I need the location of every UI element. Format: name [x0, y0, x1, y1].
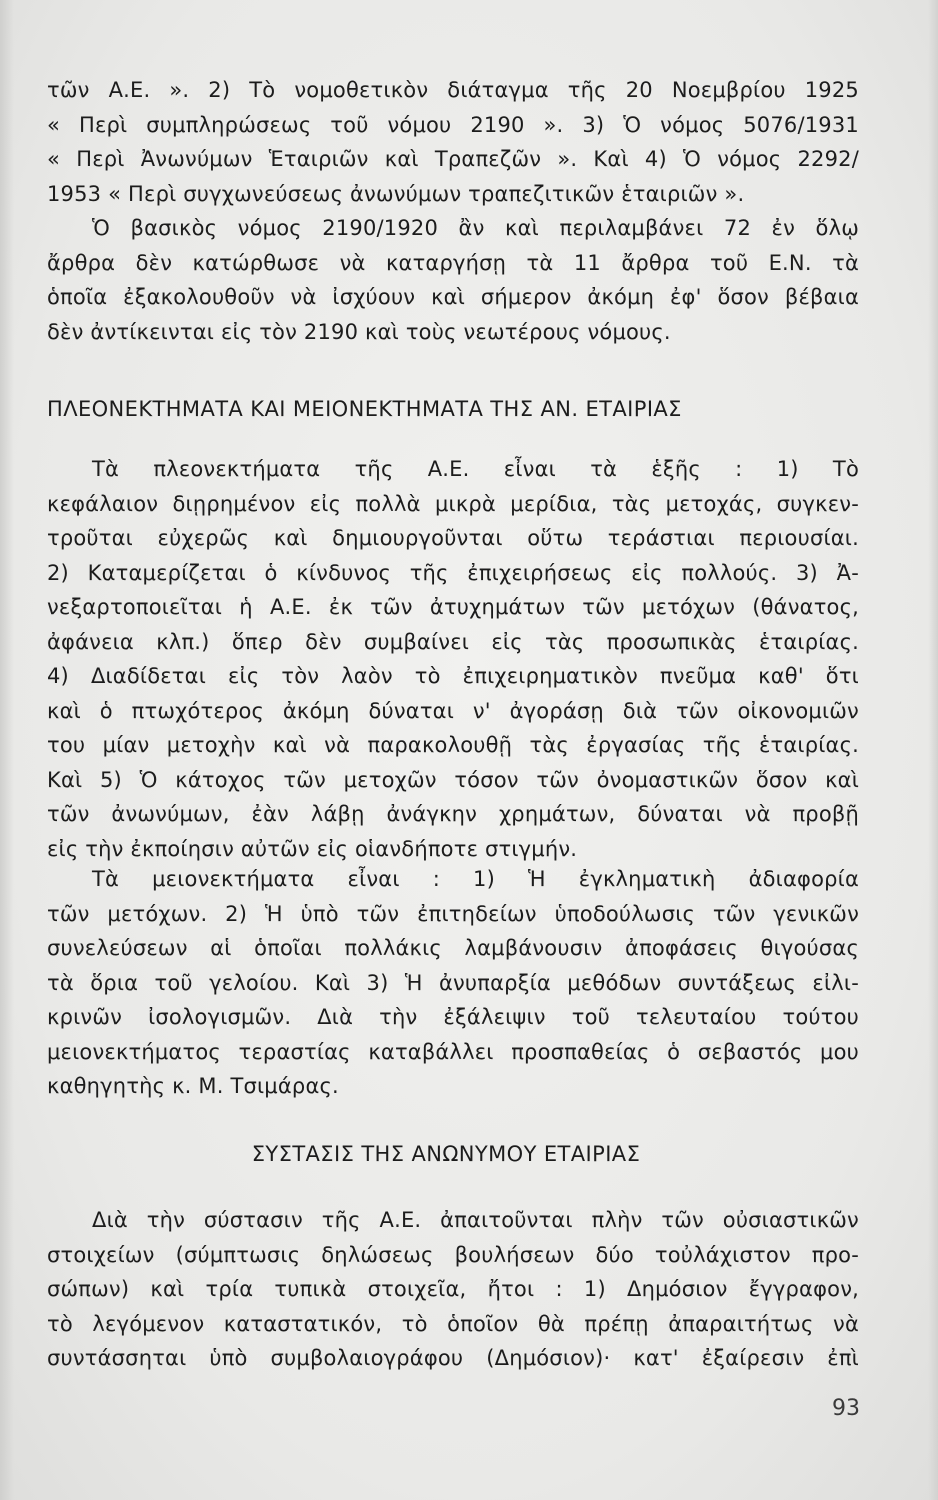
text-line: 4) Διαδίδεται εἰς τὸν λαὸν τὸ ἐπιχειρηματικὸν πνεῦμα καθ' ὅτι: [47, 664, 859, 688]
text-line: τὸ λεγόμενον καταστατικόν, τὸ ὁποῖον θὰ πρέπῃ ἀπαραιτήτως νὰ: [47, 1311, 859, 1336]
text-line: « Περὶ συμπληρώσεως τοῦ νόμου 2190 ». 3) Ὁ νόμος 5076/1931: [47, 112, 859, 137]
text-line: καὶ ὁ πτωχότερος ἀκόμη δύναται ν' ἀγοράσῃ διὰ τῶν οἰκονομιῶν: [47, 698, 859, 723]
text-line: συντάσσηται ὑπὸ συμβολαιογράφου (Δημόσιον)· κατ' ἐξαίρεσιν ἐπὶ: [47, 1346, 859, 1370]
paragraph-advantages: [47, 452, 859, 866]
paragraph-disadvantages: [47, 862, 859, 1104]
text-line: Τὰ πλεονεκτήματα τῆς Α.Ε. εἶναι τὰ ἑξῆς : 1) Τὸ: [92, 457, 859, 481]
text-line: ὁποῖα ἐξακολουθοῦν νὰ ἰσχύουν καὶ σήμερον ἀκόμη ἐφ' ὅσον βέβαια: [47, 285, 859, 309]
text-line: συνελεύσεων αἱ ὁποῖαι πολλάκις λαμβάνουσιν ἀποφάσεις θιγούσας: [47, 936, 859, 960]
text-line: « Περὶ Ἀνωνύμων Ἑταιριῶν καὶ Τραπεζῶν ». Καὶ 4) Ὁ νόμος 2292/: [47, 147, 859, 171]
section-heading-formation: ΣΥΣΤΑΣΙΣ ΤΗΣ ΑΝΩΝΥΜΟΥ ΕΤΑΙΡΙΑΣ: [251, 1142, 641, 1166]
text-line: Καὶ 5) Ὁ κάτοχος τῶν μετοχῶν τόσον τῶν ὀνομαστικῶν ὅσον καὶ: [47, 767, 859, 792]
paragraph-law-list: [47, 73, 859, 211]
text-line: Τὰ μειονεκτήματα εἶναι : 1) Ἡ ἐγκληματικὴ ἀδιαφορία: [92, 867, 859, 891]
page-edge-shadow-right: [928, 0, 938, 1500]
page-number: 93: [832, 1396, 860, 1421]
text-line: κρινῶν ἰσολογισμῶν. Διὰ τὴν ἐξάλειψιν τοῦ τελευταίου τούτου: [47, 1005, 859, 1029]
text-line: σώπων) καὶ τρία τυπικὰ στοιχεῖα, ἤτοι : 1) Δημόσιον ἔγγραφον,: [47, 1277, 859, 1301]
text-line: του μίαν μετοχὴν καὶ νὰ παρακολουθῇ τὰς ἐργασίας τῆς ἑταιρίας.: [47, 733, 859, 757]
page-edge-shadow-left: [0, 0, 14, 1500]
text-line: καθηγητὴς κ. Μ. Τσιμάρας.: [47, 1074, 339, 1098]
text-line: στοιχείων (σύμπτωσις δηλώσεως βουλήσεων δύο τοὐλάχιστον προ-: [47, 1242, 859, 1267]
text-line: εἰς τὴν ἐκποίησιν αὐτῶν εἰς οἱανδήποτε στιγμήν.: [47, 836, 578, 861]
text-line: τῶν μετόχων. 2) Ἡ ὑπὸ τῶν ἐπιτηδείων ὑποδούλωσις τῶν γενικῶν: [47, 901, 859, 926]
text-line: τῶν ἀνωνύμων, ἐὰν λάβῃ ἀνάγκην χρημάτων, δύναται νὰ προβῇ: [47, 802, 859, 826]
paragraph-basic-law: [47, 211, 859, 349]
text-line: ἄρθρα δὲν κατώρθωσε νὰ καταργήσῃ τὰ 11 ἄρθρα τοῦ Ε.Ν. τὰ: [47, 250, 859, 275]
section-heading-advantages: ΠΛΕΟΝΕΚΤΗΜΑΤΑ ΚΑΙ ΜΕΙΟΝΕΚΤΗΜΑΤΑ ΤΗΣ ΑΝ. ΕΤΑΙΡΙΑΣ: [47, 397, 682, 421]
text-line: τροῦται εὐχερῶς καὶ δημιουργοῦνται οὕτω τεράστιαι περιουσίαι.: [47, 526, 859, 550]
text-line: 2) Καταμερίζεται ὁ κίνδυνος τῆς ἐπιχειρήσεως εἰς πολλούς. 3) Ἀ-: [47, 560, 859, 585]
text-line: τὰ ὅρια τοῦ γελοίου. Καὶ 3) Ἡ ἀνυπαρξία μεθόδων συντάξεως εἰλι-: [47, 970, 859, 995]
text-line: νεξαρτοποιεῖται ἡ Α.Ε. ἐκ τῶν ἀτυχημάτων τῶν μετόχων (θάνατος,: [47, 595, 859, 619]
text-line: ἀφάνεια κλπ.) ὅπερ δὲν συμβαίνει εἰς τὰς προσωπικὰς ἑταιρίας.: [47, 629, 859, 654]
text-line: κεφάλαιον διῃρημένον εἰς πολλὰ μικρὰ μερίδια, τὰς μετοχάς, συγκεν-: [47, 491, 859, 516]
text-line: Ὁ βασικὸς νόμος 2190/1920 ἂν καὶ περιλαμβάνει 72 ἐν ὅλῳ: [92, 216, 859, 240]
paragraph-formation: [47, 1203, 859, 1376]
text-line: δὲν ἀντίκεινται εἰς τὸν 2190 καὶ τοὺς νεωτέρους νόμους.: [47, 319, 671, 344]
text-line: μειονεκτήματος τεραστίας καταβάλλει προσπαθείας ὁ σεβαστός μου: [47, 1039, 859, 1064]
text-line: 1953 « Περὶ συγχωνεύσεως ἀνωνύμων τραπεζιτικῶν ἑταιριῶν ».: [47, 181, 745, 206]
text-line: Διὰ τὴν σύστασιν τῆς Α.Ε. ἀπαιτοῦνται πλὴν τῶν οὐσιαστικῶν: [92, 1208, 859, 1232]
text-line: τῶν Α.Ε. ». 2) Τὸ νομοθετικὸν διάταγμα τῆς 20 Νοεμβρίου 1925: [47, 78, 859, 102]
